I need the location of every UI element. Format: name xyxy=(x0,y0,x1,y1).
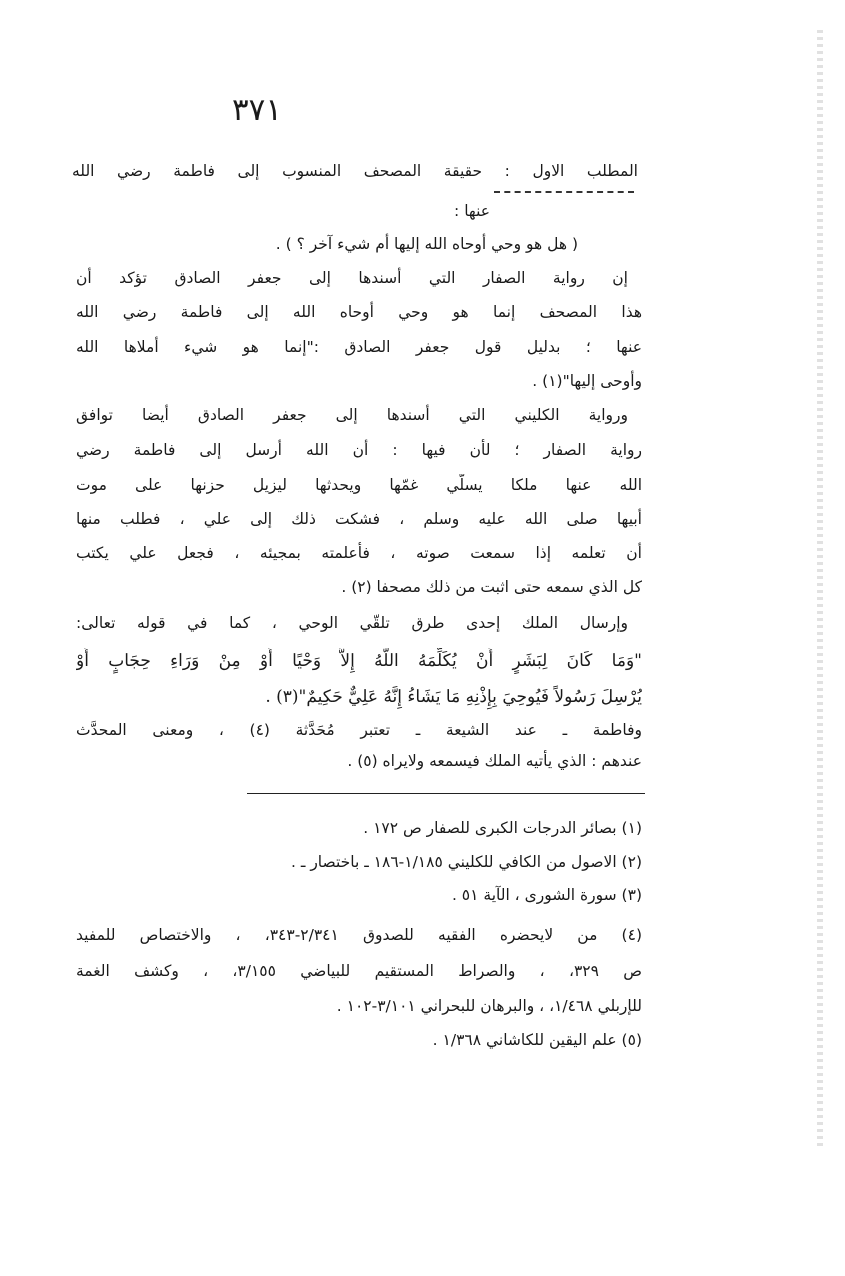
section-heading-line-1: المطلب الاول : حقيقة المصحف المنسوب إلى فاطمة رضي الله xyxy=(72,162,638,180)
paragraph-1-line-4: وأوحى إليها"(١) . xyxy=(532,372,642,390)
page-number: ٣٧١ xyxy=(232,92,282,128)
scan-edge-artifact xyxy=(817,30,823,1150)
section-heading-line-2: عنها : xyxy=(454,202,490,220)
quran-verse-line-2: يُرْسِلَ رَسُولاً فَيُوحِيَ بِإِذْنِهِ مَا يَشَاءُ إِنَّهُ عَلِيٌّ حَكِيمٌ"(٣) . xyxy=(265,687,642,707)
paragraph-2-line-1: ورواية الكليني التي أسندها إلى جعفر الصادق أيضا توافق xyxy=(76,406,628,424)
paragraph-4-line-1: وفاطمة ـ عند الشيعة ـ تعتبر مُحَدَّثة (٤) ، ومعنى المحدَّث xyxy=(76,721,642,739)
paragraph-2-line-3: الله عنها ملكا يسلّي غمّها ويحدثها ليزيل حزنها على موت xyxy=(76,476,642,494)
footnote-2: (٢) الاصول من الكافي للكليني ١/١٨٥-١٨٦ ـ باختصار ـ . xyxy=(291,853,642,871)
paragraph-3-line-1: وإرسال الملك إحدى طرق تلقّي الوحي ، كما في قوله تعالى: xyxy=(76,614,628,632)
paragraph-4-line-2: عندهم : الذي يأتيه الملك فيسمعه ولايراه (٥) . xyxy=(347,752,642,770)
paragraph-2-line-2: رواية الصفار ؛ لأن فيها : أن الله أرسل إلى فاطمة رضي xyxy=(76,441,642,459)
section-subheading: ( هل هو وحي أوحاه الله إليها أم شيء آخر ؟ ) . xyxy=(275,235,578,253)
footnote-4-line-1: (٤) من لايحضره الفقيه للصدوق ٢/٣٤١-٣٤٣، ، والاختصاص للمفيد xyxy=(76,926,642,944)
footnote-3: (٣) سورة الشورى ، الآية ٥١ . xyxy=(451,886,642,904)
footnote-5: (٥) علم اليقين للكاشاني ١/٣٦٨ . xyxy=(432,1031,642,1049)
heading-dashes xyxy=(494,191,634,193)
footnote-separator xyxy=(247,793,645,794)
paragraph-1-line-1: إن رواية الصفار التي أسندها إلى جعفر الصادق تؤكد أن xyxy=(76,269,628,287)
footnote-4-line-2: ص ٣٢٩، ، والصراط المستقيم للبياضي ٣/١٥٥، ، وكشف الغمة xyxy=(76,962,642,980)
paragraph-2-line-6: كل الذي سمعه حتى اثبت من ذلك مصحفا (٢) . xyxy=(341,578,642,596)
paragraph-2-line-4: أبيها صلى الله عليه وسلم ، فشكت ذلك إلى علي ، فطلب منها xyxy=(76,510,642,528)
footnote-1: (١) بصائر الدرجات الكبرى للصفار ص ١٧٢ . xyxy=(363,819,642,837)
paragraph-2-line-5: أن تعلمه إذا سمعت صوته ، فأعلمته بمجيئه ، فجعل علي يكتب xyxy=(76,544,642,562)
quran-verse-line-1: "وَمَا كَانَ لِبَشَرٍ أَنْ يُكَلِّمَهُ اللَّهُ إِلاَّ وَحْيًا أَوْ مِنْ وَرَاءِ حِجَابٍ أَوْ xyxy=(76,651,642,671)
footnote-4-line-3: للإربلي ١/٤٦٨، ، والبرهان للبحراني ٣/١٠١-١٠٢ . xyxy=(336,997,642,1015)
paragraph-1-line-3: عنها ؛ بدليل قول جعفر الصادق :"إنما هو شيء أملاها الله xyxy=(76,338,642,356)
paragraph-1-line-2: هذا المصحف إنما هو وحي أوحاه الله إلى فاطمة رضي الله xyxy=(76,303,642,321)
